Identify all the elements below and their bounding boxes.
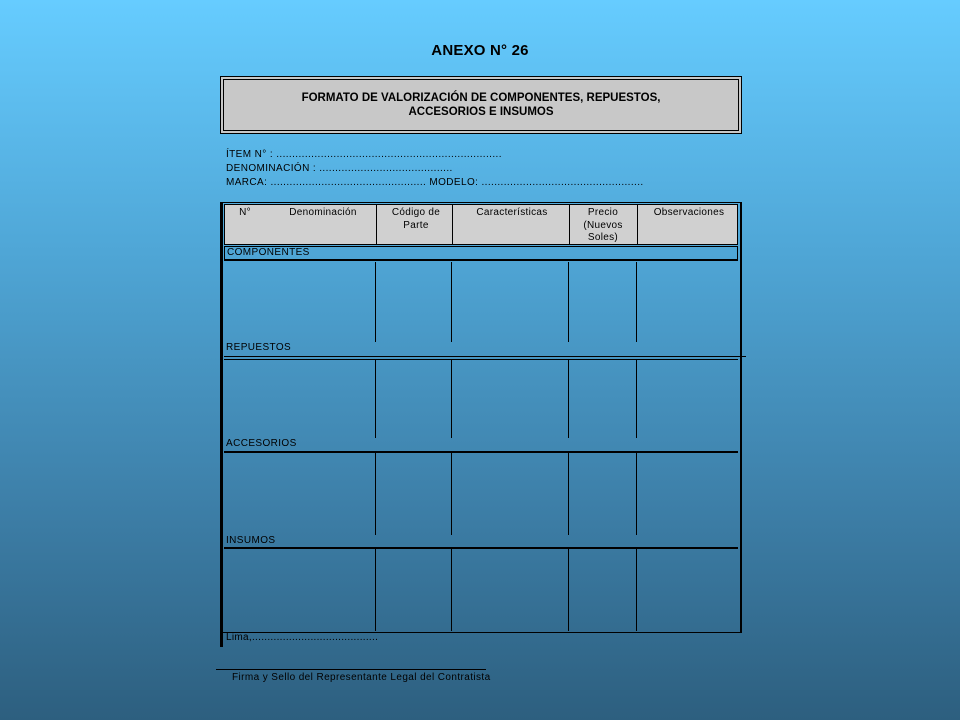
section-componentes <box>224 246 738 260</box>
column-header-precio: Precio (Nuevos Soles) <box>583 207 623 243</box>
column-divider <box>451 360 452 438</box>
column-header-denominacion: Denominación <box>289 207 357 218</box>
column-divider <box>568 453 569 535</box>
column-divider <box>568 262 569 342</box>
valuation-table <box>223 202 742 633</box>
column-divider <box>375 453 376 535</box>
marca-modelo-field: MARCA: ................................................. MODELO: ................................................... <box>226 177 644 188</box>
column-header-codigo: Código de Parte <box>391 207 441 231</box>
column-divider <box>375 360 376 438</box>
column-divider <box>636 549 637 631</box>
signature-caption: Firma y Sello del Representante Legal del Contratista <box>232 672 491 683</box>
column-divider <box>451 549 452 631</box>
column-divider <box>637 205 638 244</box>
row-divider <box>224 260 738 261</box>
column-divider <box>451 453 452 535</box>
form-header-line-2: ACCESORIOS E INSUMOS <box>408 106 554 118</box>
column-header-caracteristicas: Características <box>476 207 548 218</box>
lima-date-field: Lima,......................................... <box>226 632 379 643</box>
column-header-observaciones: Observaciones <box>653 207 725 218</box>
column-divider <box>375 262 376 342</box>
column-divider <box>568 549 569 631</box>
row-divider <box>224 451 738 453</box>
row-divider <box>224 359 738 360</box>
signature-line <box>216 669 486 670</box>
form-header-line-1: FORMATO DE VALORIZACIÓN DE COMPONENTES, REPUESTOS, <box>301 92 661 104</box>
form-header-inner <box>223 79 739 131</box>
column-divider <box>451 262 452 342</box>
column-header-number: N° <box>239 207 251 218</box>
page-title: ANEXO N° 26 <box>431 42 529 59</box>
column-divider <box>568 360 569 438</box>
form-header-box <box>220 76 742 134</box>
column-divider <box>636 262 637 342</box>
column-divider <box>375 549 376 631</box>
column-divider <box>569 205 570 244</box>
item-number-field: ÍTEM N° : ....................................................................... <box>226 149 502 160</box>
section-label-repuestos: REPUESTOS <box>226 342 292 353</box>
denominacion-field: DENOMINACIÓN : .......................................... <box>226 163 453 174</box>
table-column-header <box>224 204 738 245</box>
section-label-componentes: COMPONENTES <box>227 247 310 258</box>
column-divider <box>376 205 377 244</box>
row-divider <box>224 547 738 549</box>
section-label-insumos: INSUMOS <box>226 535 276 546</box>
row-divider <box>224 356 746 357</box>
column-divider <box>636 453 637 535</box>
column-divider <box>636 360 637 438</box>
column-divider <box>452 205 453 244</box>
section-label-accesorios: ACCESORIOS <box>226 438 297 449</box>
